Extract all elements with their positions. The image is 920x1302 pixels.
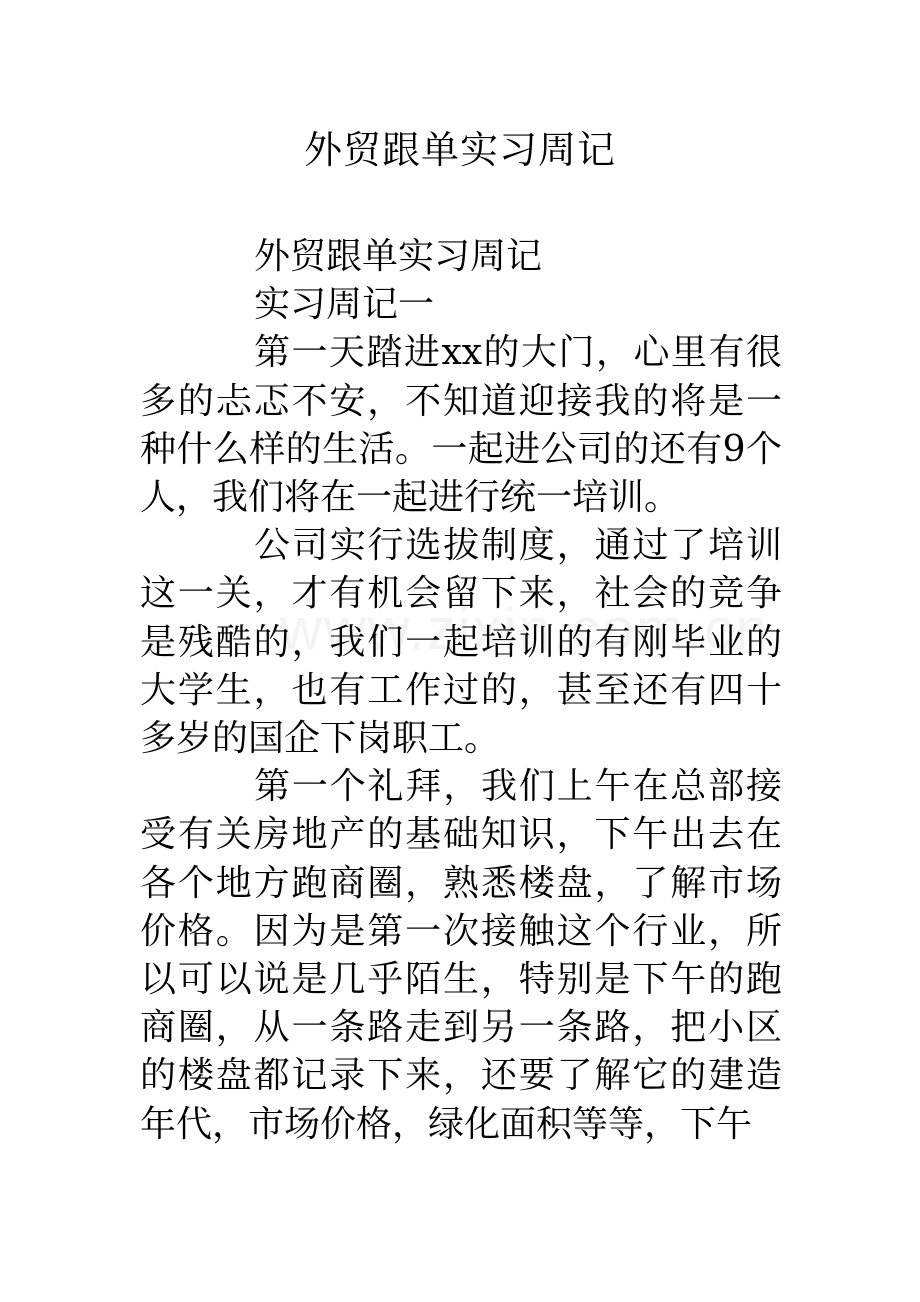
document-body — [140, 233, 782, 1149]
body-paragraph-3: 第一个礼拜，我们上午在总部接受有关房地产的基础知识，下午出去在各个地方跑商圈，熟悉楼盘，了解市场价格。因为是第一次接触这个行业，所以可以说是几乎陌生，特别是下午的跑商圈，从一条路走到另一条路，把小区的楼盘都记录下来，还要了解它的建造年代，市场价格，绿化面积等等，下午 — [140, 766, 782, 1145]
body-paragraph-1: 第一天踏进xx的大门，心里有很多的忐忑不安，不知道迎接我的将是一种什么样的生活。一起进公司的还有9个人，我们将在一起进行统一培训。 — [140, 332, 782, 519]
body-paragraph-2: 公司实行选拔制度，通过了培训这一关，才有机会留下来，社会的竞争是残酷的，我们一起培训的有刚毕业的大学生，也有工作过的，甚至还有四十多岁的国企下岗职工。 — [140, 525, 782, 760]
subtitle-paragraph: 外贸跟单实习周记 — [254, 236, 543, 277]
page-title: 外贸跟单实习周记 — [303, 128, 616, 172]
section-heading: 实习周记一 — [254, 284, 435, 326]
